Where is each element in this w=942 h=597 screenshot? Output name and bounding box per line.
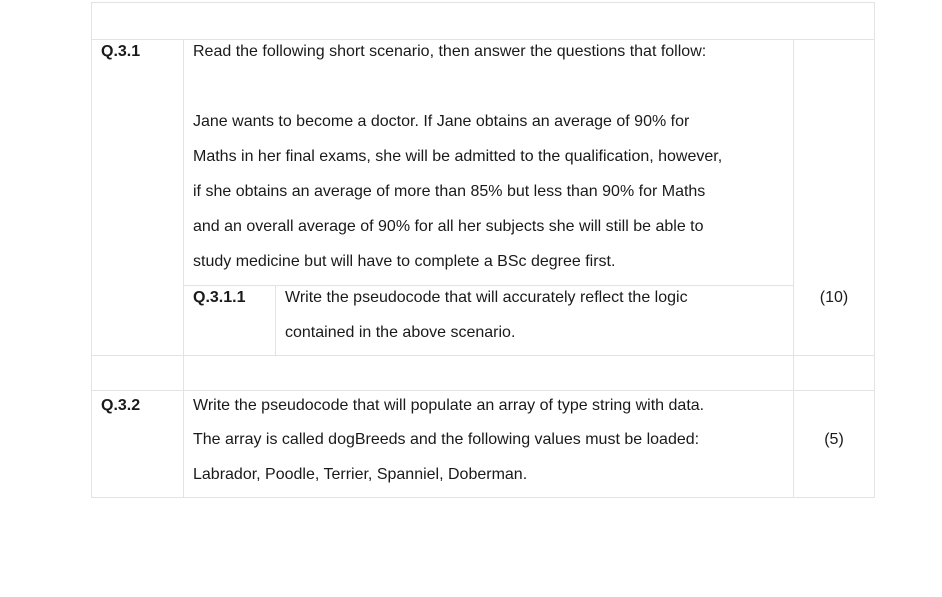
column-divider xyxy=(275,285,276,355)
subquestion-line: contained in the above scenario. xyxy=(285,324,516,341)
question-number: Q.3.2 xyxy=(101,397,141,414)
question-line: Labrador, Poodle, Terrier, Spanniel, Doberman. xyxy=(193,466,528,483)
table-border-left xyxy=(91,2,92,498)
scenario-line: study medicine but will have to complete a BSc degree first. xyxy=(193,253,616,270)
question-number: Q.3.1 xyxy=(101,43,141,60)
marks-value: (5) xyxy=(824,431,844,448)
scenario-line: if she obtains an average of more than 85% but less than 90% for Maths xyxy=(193,183,706,200)
table-border-right xyxy=(874,2,875,498)
question-intro: Read the following short scenario, then answer the questions that follow: xyxy=(193,43,707,60)
scenario-line: Jane wants to become a doctor. If Jane obtains an average of 90% for xyxy=(193,113,690,130)
table-row-divider xyxy=(91,39,875,40)
table-row-divider xyxy=(91,390,875,391)
scenario-line: Maths in her final exams, she will be admitted to the qualification, however, xyxy=(193,148,723,165)
table-row-divider xyxy=(91,355,875,356)
table-border-bottom xyxy=(91,497,875,498)
subquestion-number: Q.3.1.1 xyxy=(193,289,246,306)
scenario-line: and an overall average of 90% for all her subjects she will still be able to xyxy=(193,218,704,235)
marks-value: (10) xyxy=(819,289,849,306)
column-divider xyxy=(183,39,184,498)
table-border-top xyxy=(91,2,875,3)
question-line: The array is called dogBreeds and the following values must be loaded: xyxy=(193,431,700,448)
subquestion-line: Write the pseudocode that will accurately reflect the logic xyxy=(285,289,688,306)
question-line: Write the pseudocode that will populate an array of type string with data. xyxy=(193,397,705,414)
